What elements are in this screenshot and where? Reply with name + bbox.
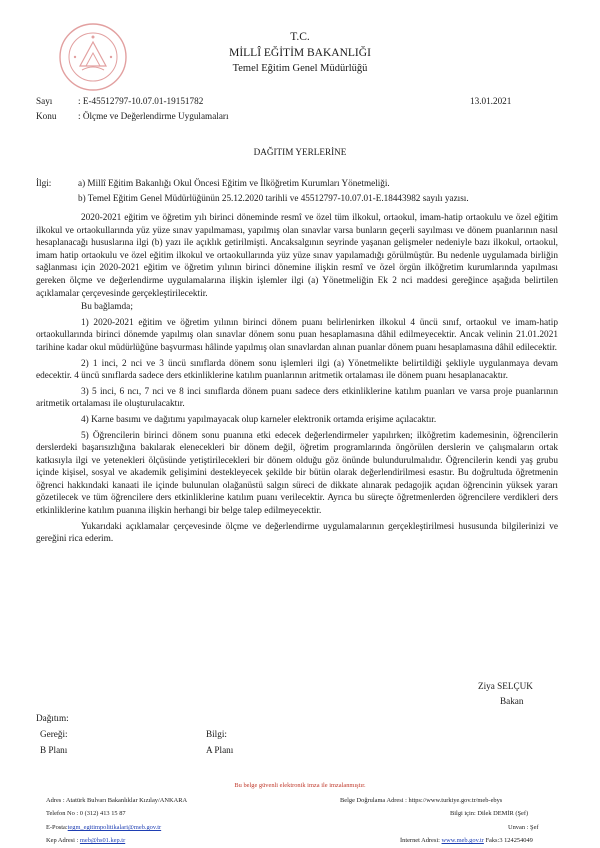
document-body <box>36 212 558 546</box>
kep-label: Kep Adresi : <box>46 837 79 844</box>
distribution-a-plani: A Planı <box>206 745 234 755</box>
reference-b: b) Temel Eğitim Genel Müdürlüğünün 25.12.2020 tarihli ve 45512797-10.07.01-E.18443982 sayılı yazısı. <box>78 193 469 203</box>
footer-email <box>46 824 161 832</box>
list-item: 5) Öğrencilerin birinci dönem sonu puanına etki edecek değerlendirmeler yapılırken; ilköğretim kademesinin, öğrencilerin derslerdeki başarısızlığına bakılarak elenecekleri bir dönem değil, öğretim programlarında öngörülen derslerin ve çalışmaların ortak katkısıyla ilgi ve yetenekleri ölçüsünde yetiştirilecekleri bir dönem olduğu göz önünde bulundurulmalıdır. Öğrencilerin kendi yaş grubu içinde kişisel, sosyal ve akademik gelişimini destekleyecek şekilde bir bütün olarak değerlendirilmesi esastır. Bu doğrultuda öğretmenin öğrenci hakkındaki kanaati ile içinde bulunulan olağanüstü salgın süreci de dikkate alınarak pedagojik açıdan öğrencinin yüksek yararı gözetilecek ve tüm öğrencilere ders etkinliklerine katılım puanı verilecektir. Ayrıca bu süreçte öğretmenlerden öğrencilere verdikleri ders etkinliklerine katılım puanına ilişkin herhangi bir belge talep edilmeyecektir. <box>36 430 558 517</box>
distribution-label: Dağıtım: <box>36 713 69 723</box>
distribution-bilgi: Bilgi: <box>206 729 227 739</box>
e-signature-notice: Bu belge güvenli elektronik imza ile imzalanmıştır. <box>234 782 366 789</box>
document-date: 13.01.2021 <box>470 96 512 106</box>
sayi-label: Sayı <box>36 96 53 106</box>
email-label: E-Posta: <box>46 824 68 831</box>
references-label: İlgi: <box>36 178 52 188</box>
signer-name: Ziya SELÇUK <box>478 681 533 691</box>
kep-link[interactable]: meb@hs01.kep.tr <box>79 837 126 844</box>
footer-verify-link[interactable]: Belge Doğrulama Adresi : https://www.turkiye.gov.tr/meb-ebys <box>340 797 503 804</box>
header-department: Temel Eğitim Genel Müdürlüğü <box>232 63 368 74</box>
sayi-value: : E-45512797-10.07.01-19151782 <box>78 96 204 106</box>
paragraph-context: Bu bağlamda; <box>81 302 133 313</box>
footer-kep <box>46 837 125 845</box>
footer-web <box>400 837 533 845</box>
fax-number: Faks:3 124254049 <box>485 837 533 844</box>
footer-address: Adres : Atatürk Bulvarı Bakanlıklar Kızılay/ANKARA <box>46 797 188 804</box>
list-item: 2) 1 inci, 2 nci ve 3 üncü sınıflarda dönem sonu işlemleri ilgi (a) Yönetmelikte belirtildiği şekliyle uygulanmaya devam edecektir. 4 üncü sınıflarda sadece ders etkinliklerine katılım puanlarının aritmetik ortalaması ile dönem puanı hesaplanacaktır. <box>36 358 558 382</box>
list-item: 1) 2020-2021 eğitim ve öğretim yılının birinci dönem puanı belirlenirken ilkokul 4 üncü sınıf, ortaokul ve imam-hatip ortaokullarında birinci dönemde yapılmış olan sınavlar dönem sonu puan hesaplamasına dâhil edilmeyecektir. Ancak velinin 21.01.2021 tarihine kadar okul müdürlüğüne başvurması hâlinde yapılmış olan sınavlardan alınan puanlar dönem puanı hesaplamasına dâhil edilecektir. <box>36 317 558 353</box>
footer-contact-info: Bilgi için: Dilek DEMİR (Şef) <box>450 810 529 817</box>
header-tc: T.C. <box>290 31 310 43</box>
konu-label: Konu <box>36 111 57 121</box>
paragraph-closing: Yukarıdaki açıklamalar çerçevesinde ölçme ve değerlendirme uygulamalarının gerçekleştirilmesi hususunda bilgilerinizi ve gereğini rica ederim. <box>36 521 558 545</box>
distribution-title: DAĞITIM YERLERİNE <box>253 147 347 157</box>
list-item: 4) Karne basımı ve dağıtımı yapılmayacak olup karneler elektronik ortamda erişime açılacaktır. <box>81 414 437 425</box>
footer-phone: Telefon No : 0 (312) 413 15 87 <box>46 810 126 817</box>
email-link[interactable]: tegm_egitimpolitikalari@meb.gov.tr <box>67 824 162 831</box>
header-ministry: MİLLÎ EĞİTİM BAKANLIĞI <box>229 47 371 59</box>
web-link[interactable]: www.meb.gov.tr <box>441 837 484 844</box>
distribution-b-plani: B Planı <box>40 745 68 755</box>
reference-a: a) Millî Eğitim Bakanlığı Okul Öncesi Eğitim ve İlköğretim Kurumları Yönetmeliği. <box>78 178 390 188</box>
signer-title: Bakan <box>500 696 524 706</box>
paragraph-intro: 2020-2021 eğitim ve öğretim yılı birinci döneminde resmî ve özel tüm ilkokul, ortaokul, imam-hatip ortaokulu ve özel eğitim ilkokul ve ortaokullarında yüz yüze sınav yapılmaması, yapılmış olan sınavlar varsa bunların geçerli sayılması ve dönem puanlarının nasıl hesaplanacağı hususlarına ilgi (b) yazı ile açıklık getirilmişti. Ancaksalgının seyrinde yaşanan gelişmeler nedeniyle bazı ilkokul, ortaokul, imam hatip ortaokulu ve özel eğitim ilkokul ve ortaokullarında yüz yüze sınav yapılamadığı görülmüştür. Bu nedenle uygulamada birliğin sağlanması için 2020-2021 eğitim ve öğretim yılının birinci dönemine ilişkin resmî ve özel örgün ilköğretim kurumlarında yapılması gereken ölçme ve değerlendirme uygulamalarına ilişkin işlemler ilgi (a) Yönetmeliğin Ek 2 nci maddesi gereğince aşağıda belirtilen açıklamalar çerçevesinde gerçekleştirilecektir. <box>36 213 558 299</box>
web-label: İnternet Adresi: <box>400 837 440 844</box>
distribution-gereği: Gereği: <box>40 729 68 739</box>
footer-title: Unvan : Şef <box>508 824 539 831</box>
konu-value: : Ölçme ve Değerlendirme Uygulamaları <box>78 111 229 121</box>
list-item: 3) 5 inci, 6 ncı, 7 nci ve 8 inci sınıflarda dönem puanı sadece ders etkinliklerine katılım puanları ve varsa proje puanlarının aritmetik ortalaması ile oluşturulacaktır. <box>36 386 558 410</box>
